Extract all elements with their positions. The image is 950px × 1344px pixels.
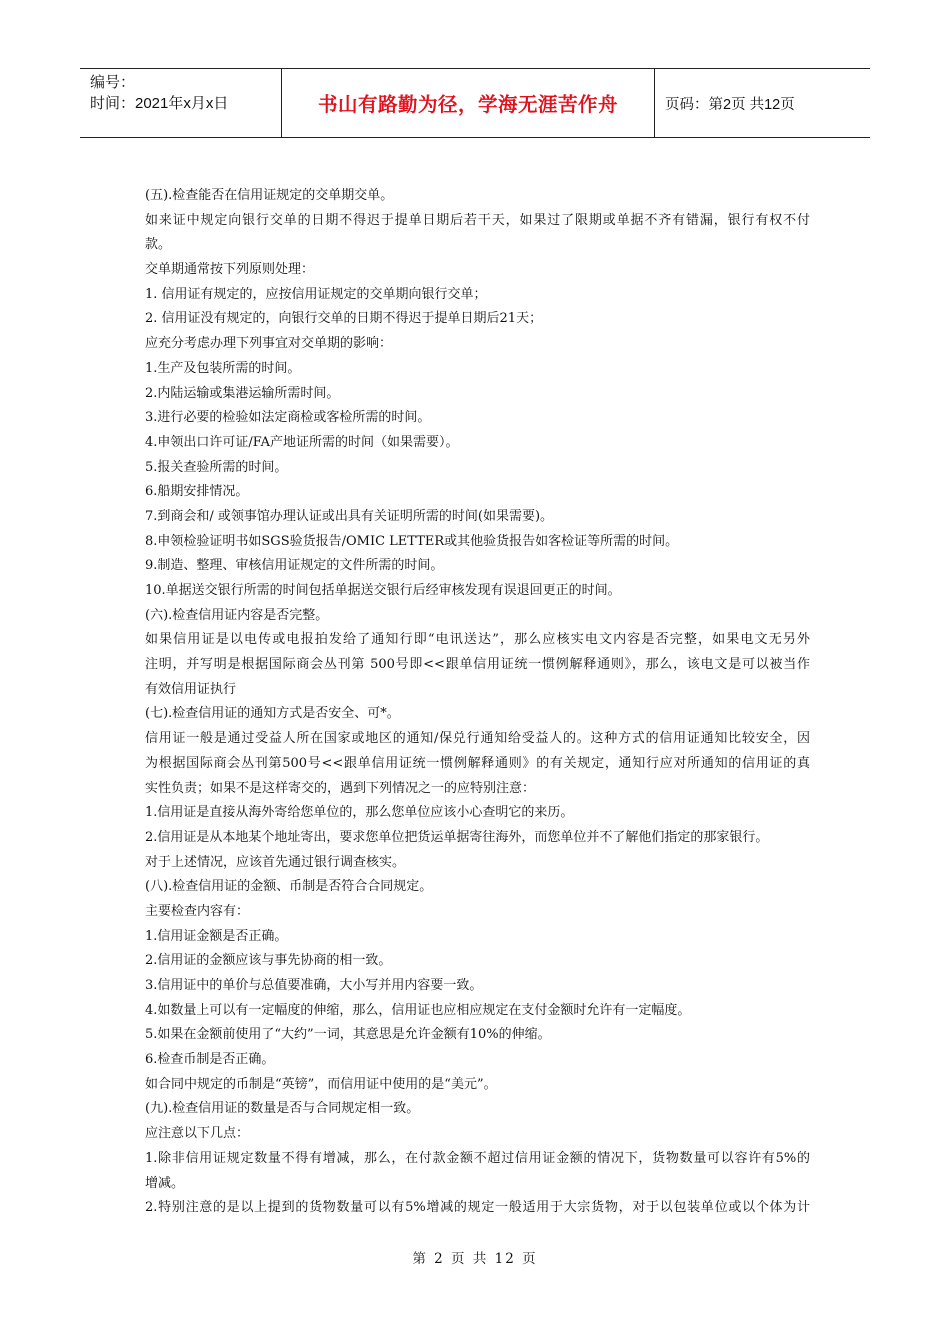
text-line: 实性负责；如果不是这样寄交的，遇到下列情况之一的应特别注意： [145, 780, 536, 796]
text-line: 6.船期安排情况。 [145, 484, 249, 500]
text-line: 为根据国际商会丛刊第500号<<跟单信用证统一惯例解释通则》的有关规定，通知行应对所通知的信用证的真 [145, 755, 810, 771]
text-line: 1.信用证是直接从海外寄给您单位的，那么您单位应该小心查明它的来历。 [145, 805, 574, 821]
text-line: 2. 信用证没有规定的，向银行交单的日期不得迟于提单日期后21天； [145, 311, 543, 327]
header-meta-cell [80, 69, 282, 137]
text-line: 增减。 [145, 1175, 185, 1191]
text-line: 8.申领检验证明书如SGS验货报告/OMIC LETTER或其他验货报告如客检证等所需的时间。 [145, 533, 679, 549]
page-header [80, 68, 870, 138]
text-line: 主要检查内容有： [145, 903, 250, 919]
page-footer: 第 2 页 共 12 页 [412, 1251, 538, 1267]
text-line: (八).检查信用证的金额、币制是否符合合同规定。 [145, 879, 433, 895]
text-line: 6.检查币制是否正确。 [145, 1052, 275, 1068]
text-line: (九).检查信用证的数量是否与合同规定相一致。 [145, 1101, 420, 1117]
text-line: 如合同中规定的币制是“英镑”，而信用证中使用的是“美元”。 [145, 1076, 497, 1092]
text-line: 应充分考虑办理下列事宜对交单期的影响： [145, 336, 393, 352]
document-number-label: 编号： [90, 74, 136, 91]
text-line: 1.除非信用证规定数量不得有增减，那么，在付款金额不超过信用证金额的情况下，货物数量可以容许有5%的 [145, 1150, 810, 1166]
text-line: 4.申领出口许可证/FA产地证所需的时间（如果需要）。 [145, 434, 459, 450]
text-line: 注明，并写明是根据国际商会丛刊第 500号即<<跟单信用证统一惯例解释通则》，那么，该电文是可以被当作 [145, 657, 810, 673]
text-line: 款。 [145, 237, 172, 253]
text-line: 如来证中规定向银行交单的日期不得迟于提单日期后若干天，如果过了限期或单据不齐有错漏，银行有权不付 [145, 212, 810, 228]
text-line: 有效信用证执行 [145, 681, 237, 697]
text-line: 2.内陆运输或集港运输所需时间。 [145, 385, 340, 401]
text-line: 3.进行必要的检验如法定商检或客检所需的时间。 [145, 410, 431, 426]
text-line: 2.特别注意的是以上提到的货物数量可以有5%增减的规定一般适用于大宗货物，对于以包装单位或以个体为计 [145, 1200, 810, 1216]
text-line: 10.单据送交银行所需的时间包括单据送交银行后经审核发现有误退回更正的时间。 [145, 583, 621, 598]
header-page-info: 页码：第2页 共12页 [665, 96, 795, 113]
text-line: 5.如果在金额前使用了“大约”一词，其意思是允许金额有10%的伸缩。 [145, 1027, 551, 1043]
text-line: 4.如数量上可以有一定幅度的伸缩，那么，信用证也应相应规定在支付金额时允许有一定幅度。 [145, 1002, 691, 1018]
text-line: 如果信用证是以电传或电报拍发给了通知行即“电讯送达”，那么应核实电文内容是否完整，如果电文无另外 [145, 632, 810, 648]
text-line: 7.到商会和/ 或领事馆办理认证或出具有关证明所需的时间(如果需要)。 [145, 508, 554, 524]
text-line: 1.生产及包装所需的时间。 [145, 360, 301, 376]
text-line: (六).检查信用证内容是否完整。 [145, 607, 329, 623]
text-line: 交单期通常按下列原则处理： [145, 262, 315, 278]
header-page-cell [655, 69, 870, 137]
text-line: 信用证一般是通过受益人所在国家或地区的通知/保兑行通知给受益人的。这种方式的信用证通知比较安全，因 [145, 731, 810, 747]
document-date-label: 时间：2021年x月x日 [90, 95, 229, 112]
header-motto: 书山有路勤为径，学海无涯苦作舟 [317, 93, 618, 116]
text-line: 1.信用证金额是否正确。 [145, 928, 288, 944]
text-line: 2.信用证是从本地某个地址寄出，要求您单位把货运单据寄往海外，而您单位并不了解他们指定的那家银行。 [145, 829, 769, 845]
text-line: 1. 信用证有规定的，应按信用证规定的交单期向银行交单； [145, 286, 487, 302]
text-line: 3.信用证中的单价与总值要准确，大小写并用内容要一致。 [145, 978, 483, 993]
text-line: (七).检查信用证的通知方式是否安全、可*。 [145, 706, 400, 722]
document-body [145, 184, 810, 1221]
text-line: 对于上述情况，应该首先通过银行调查核实。 [145, 854, 406, 870]
text-line: 5.报关查验所需的时间。 [145, 459, 288, 475]
text-line: 9.制造、整理、审核信用证规定的文件所需的时间。 [145, 558, 444, 574]
header-motto-cell [282, 69, 655, 137]
text-line: 应注意以下几点： [145, 1126, 250, 1142]
text-line: 2.信用证的金额应该与事先协商的相一致。 [145, 953, 392, 969]
text-line: (五).检查能否在信用证规定的交单期交单。 [145, 188, 394, 203]
